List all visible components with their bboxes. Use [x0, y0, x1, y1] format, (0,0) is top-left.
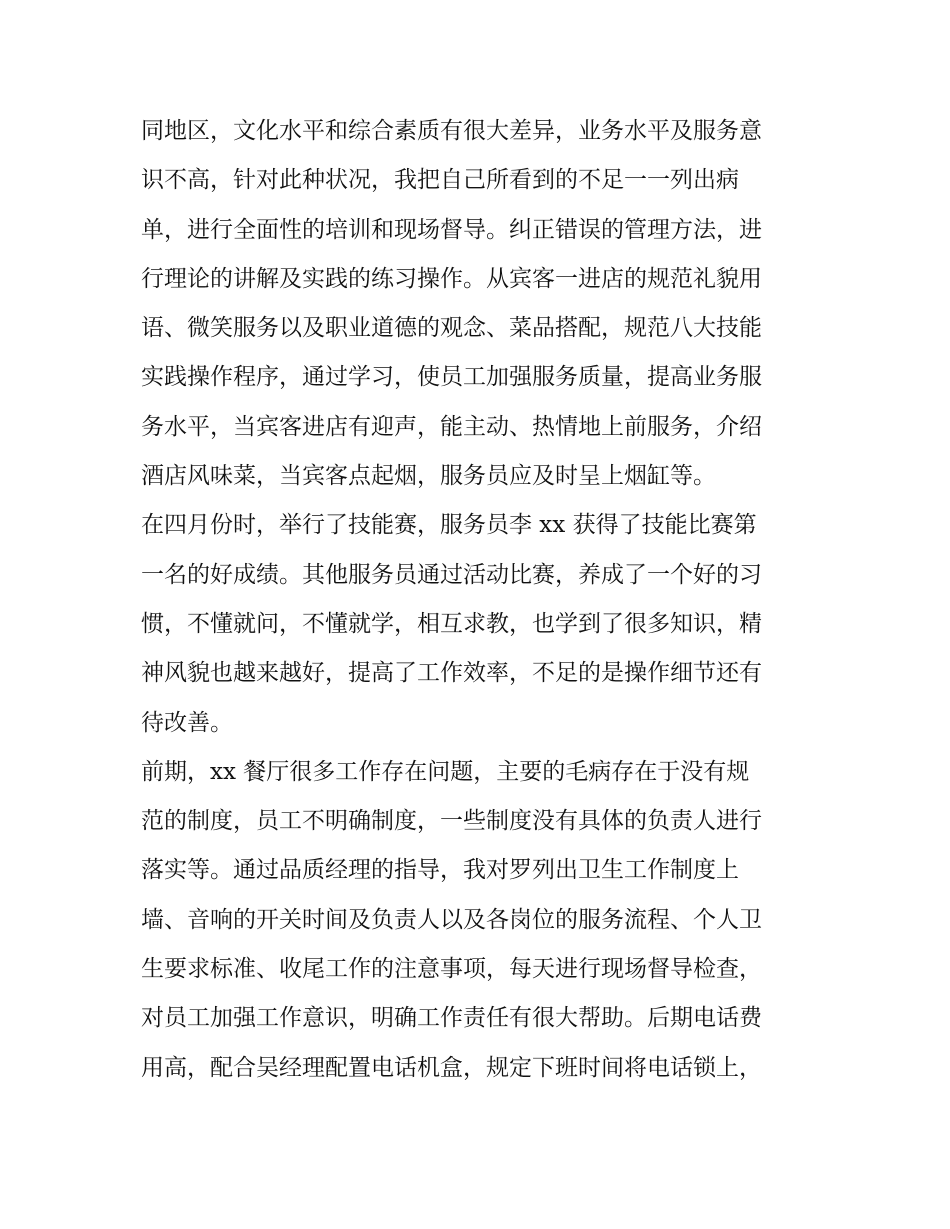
- text-line: 生要求标准、收尾工作的注意事项，每天进行现场督导检查，: [141, 956, 762, 983]
- text-line: 务水平，当宾客进店有迎声，能主动、热情地上前服务，介绍: [141, 413, 762, 440]
- text-line: 落实等。通过品质经理的指导，我对罗列出卫生工作制度上: [141, 857, 739, 884]
- text-line: 在四月份时，举行了技能赛，服务员李 xx 获得了技能比赛第: [141, 512, 757, 539]
- text-line: 惯，不懂就问，不懂就学，相互求教，也学到了很多知识，精: [141, 610, 762, 637]
- body-text: [141, 107, 821, 1093]
- text-line: 酒店风味菜，当宾客点起烟，服务员应及时呈上烟缸等。: [141, 463, 716, 490]
- text-line: 一名的好成绩。其他服务员通过活动比赛，养成了一个好的习: [141, 561, 762, 588]
- text-line: 实践操作程序，通过学习，使员工加强服务质量，提高业务服: [141, 364, 762, 391]
- text-line: 语、微笑服务以及职业道德的观念、菜品搭配，规范八大技能: [141, 315, 762, 342]
- text-line: 对员工加强工作意识，明确工作责任有很大帮助。后期电话费: [141, 1005, 762, 1032]
- text-line: 用高，配合吴经理配置电话机盒，规定下班时间将电话锁上，: [141, 1054, 762, 1081]
- text-line: 单，进行全面性的培训和现场督导。纠正错误的管理方法，进: [141, 216, 762, 243]
- text-line: 前期，xx 餐厅很多工作存在问题，主要的毛病存在于没有规: [141, 758, 750, 785]
- text-line: 识不高，针对此种状况，我把自己所看到的不足一一列出病: [141, 167, 739, 194]
- text-line: 墙、音响的开关时间及负责人以及各岗位的服务流程、个人卫: [141, 906, 762, 933]
- text-line: 神风貌也越来越好，提高了工作效率，不足的是操作细节还有: [141, 660, 762, 687]
- text-line: 行理论的讲解及实践的练习操作。从宾客一进店的规范礼貌用: [141, 265, 762, 292]
- text-line: 同地区，文化水平和综合素质有很大差异，业务水平及服务意: [141, 118, 762, 144]
- text-line: 待改善。: [141, 709, 233, 736]
- text-line: 范的制度，员工不明确制度，一些制度没有具体的负责人进行: [141, 808, 762, 835]
